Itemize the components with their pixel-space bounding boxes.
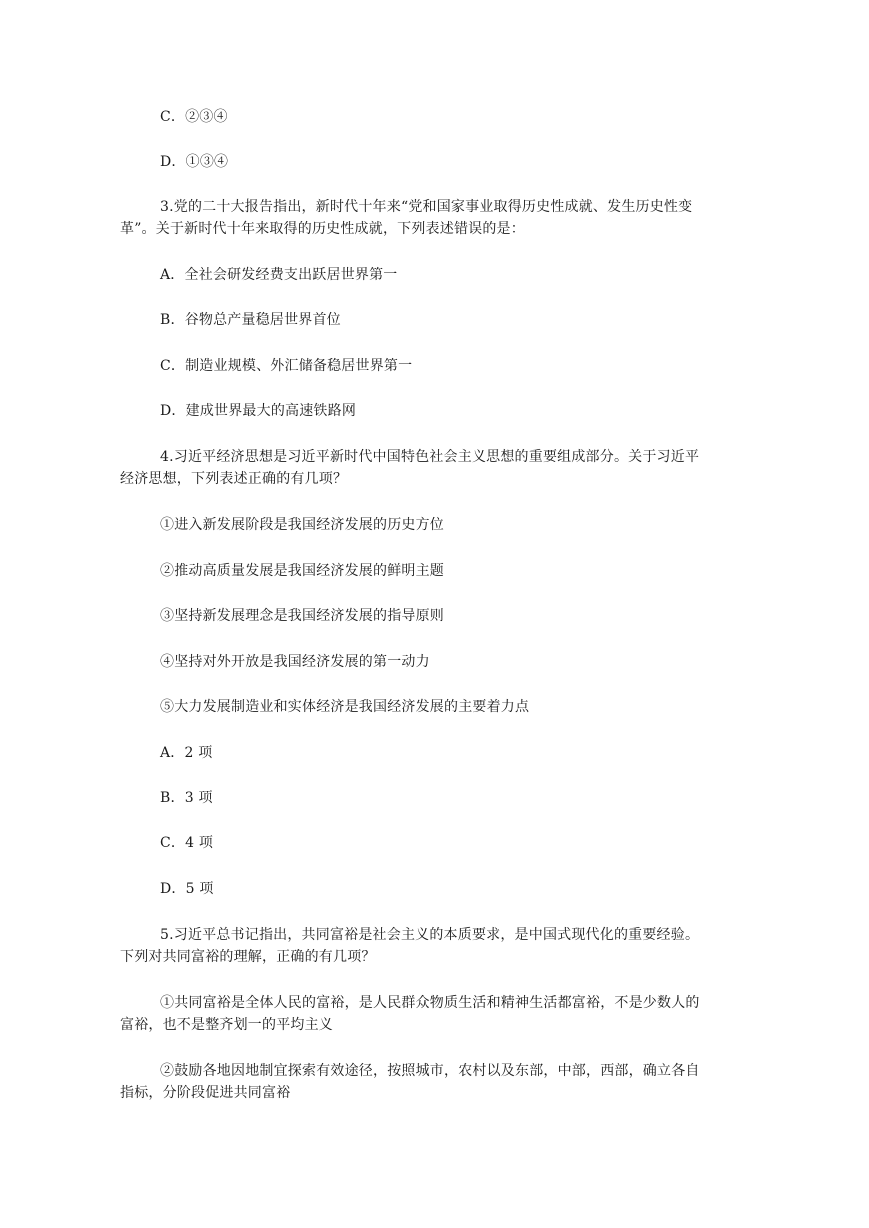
q2-option-c: C．②③④ bbox=[160, 109, 228, 125]
q3-option-a: A．全社会研发经费支出跃居世界第一 bbox=[160, 267, 398, 283]
q5-stem bbox=[120, 924, 740, 968]
q5-item-1-line2: 富裕，也不是整齐划一的平均主义 bbox=[120, 1017, 333, 1033]
q2-option-d: D．①③④ bbox=[160, 154, 229, 170]
q4-option-a: A．2 项 bbox=[160, 745, 213, 761]
q4-item-2: ②推动高质量发展是我国经济发展的鲜明主题 bbox=[160, 563, 444, 579]
q5-item-1 bbox=[120, 992, 740, 1036]
q3-stem bbox=[120, 196, 740, 240]
q3-option-d: D．建成世界最大的高速铁路网 bbox=[160, 403, 357, 419]
q5-item-2 bbox=[120, 1060, 740, 1104]
q4-stem bbox=[120, 446, 740, 490]
q4-stem-line2: 经济思想，下列表述正确的有几项？ bbox=[120, 471, 348, 487]
q5-stem-line1: 5.习近平总书记指出，共同富裕是社会主义的本质要求，是中国式现代化的重要经验。 bbox=[160, 927, 700, 943]
q4-item-5: ⑤大力发展制造业和实体经济是我国经济发展的主要着力点 bbox=[160, 699, 530, 715]
q5-item-1-line1: ①共同富裕是全体人民的富裕，是人民群众物质生活和精神生活都富裕，不是少数人的 bbox=[160, 995, 700, 1011]
q4-stem-line1: 4.习近平经济思想是习近平新时代中国特色社会主义思想的重要组成部分。关于习近平 bbox=[160, 449, 700, 465]
q4-option-c: C．4 项 bbox=[160, 835, 214, 851]
q5-stem-line2: 下列对共同富裕的理解，正确的有几项？ bbox=[120, 949, 376, 965]
q4-item-3: ③坚持新发展理念是我国经济发展的指导原则 bbox=[160, 608, 444, 624]
q3-stem-line2: 革”。关于新时代十年来取得的历史性成就，下列表述错误的是： bbox=[120, 221, 525, 237]
q5-item-2-line2: 指标，分阶段促进共同富裕 bbox=[120, 1085, 291, 1101]
q4-item-4: ④坚持对外开放是我国经济发展的第一动力 bbox=[160, 654, 430, 670]
q3-option-b: B．谷物总产量稳居世界首位 bbox=[160, 312, 341, 328]
q3-option-c: C．制造业规模、外汇储备稳居世界第一 bbox=[160, 358, 413, 374]
q4-item-1: ①进入新发展阶段是我国经济发展的历史方位 bbox=[160, 517, 444, 533]
q4-option-b: B．3 项 bbox=[160, 790, 213, 806]
q5-item-2-line1: ②鼓励各地因地制宜探索有效途径，按照城市，农村以及东部，中部，西部，确立各自 bbox=[160, 1063, 700, 1079]
q4-option-d: D．5 项 bbox=[160, 881, 214, 897]
q3-stem-line1: 3.党的二十大报告指出，新时代十年来“党和国家事业取得历史性成就、发生历史性变 bbox=[160, 199, 693, 215]
